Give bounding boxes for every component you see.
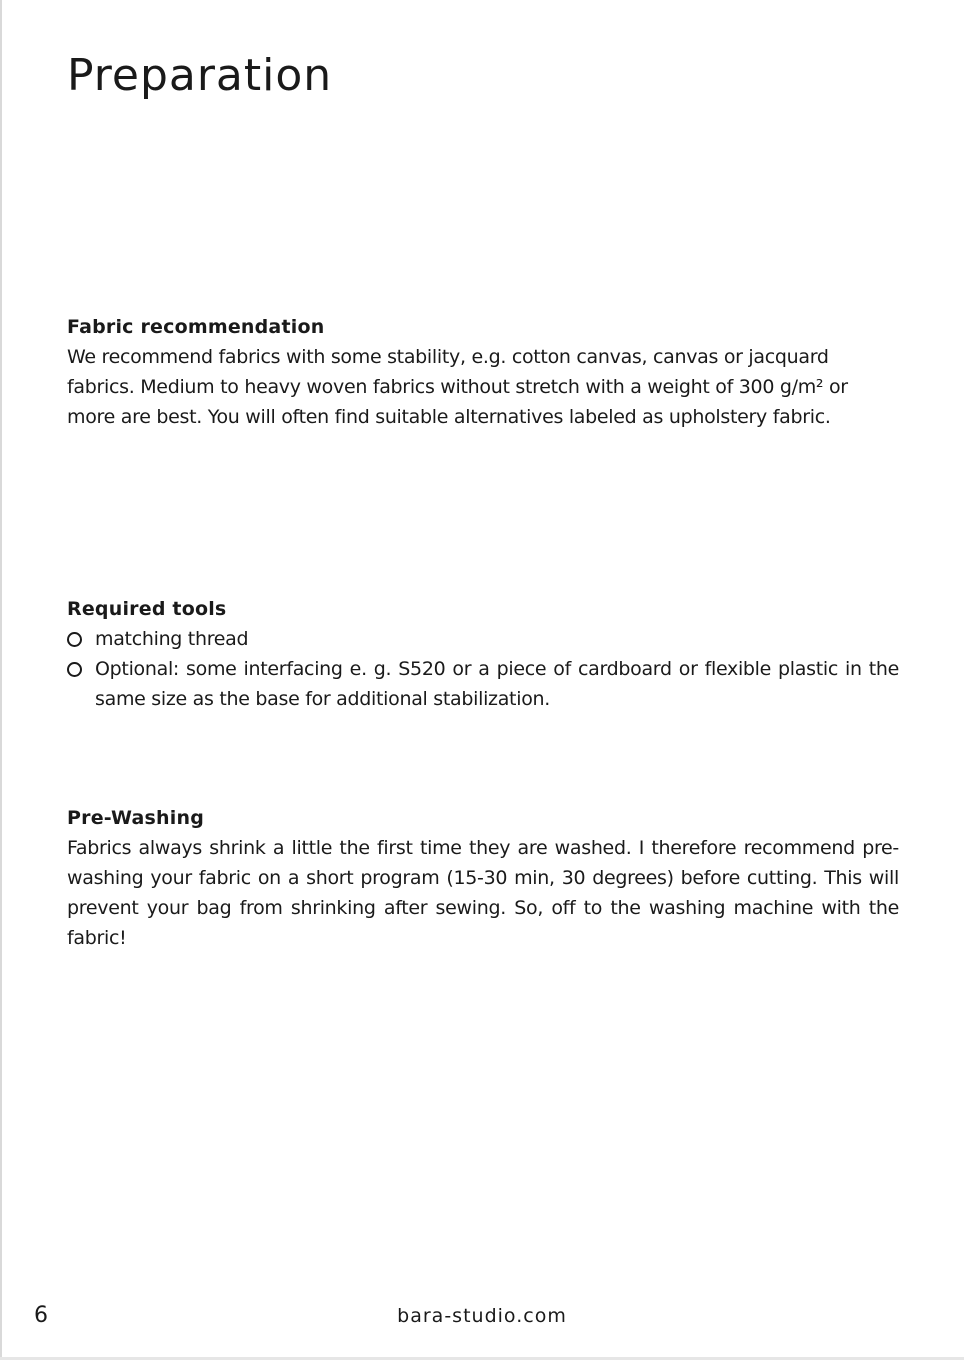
required-tools-list: [67, 624, 899, 714]
list-item: [67, 654, 899, 714]
pre-washing-text: Fabrics always shrink a little the first time they are washed. I therefore recommend pre-washing your fabric on a short program (15-30 min, 30 degrees) before cutting. This will prevent your bag from shrinking after sewing. So, off to the washing machine with the fabric!: [67, 837, 899, 949]
list-item: [67, 624, 899, 654]
tool-item-text: matching thread: [95, 628, 249, 650]
circle-checkbox-icon: [67, 662, 82, 677]
fabric-recommendation-heading: Fabric recommendation: [67, 316, 325, 338]
circle-checkbox-icon: [67, 632, 82, 647]
fabric-recommendation-text: We recommend fabrics with some stability, e.g. cotton canvas, canvas or jacquard fabrics. Medium to heavy woven fabrics without stretch with a weight of 300 g/m² or more are best. You will often find suitable alternatives labeled as upholstery fabric.: [67, 346, 848, 428]
required-tools-heading: Required tools: [67, 598, 227, 620]
required-tools-section: [67, 594, 899, 714]
footer-website: bara-studio.com: [397, 1305, 567, 1327]
page-number: 6: [34, 1303, 48, 1328]
fabric-recommendation-section: [67, 312, 899, 432]
pre-washing-heading: Pre-Washing: [67, 807, 204, 829]
page-edge: [0, 0, 2, 1360]
tool-item-text: Optional: some interfacing e. g. S520 or a piece of cardboard or flexible plastic in the same size as the base for additional stabilization.: [95, 658, 899, 710]
pre-washing-section: [67, 803, 899, 953]
page-title: Preparation: [67, 50, 333, 101]
